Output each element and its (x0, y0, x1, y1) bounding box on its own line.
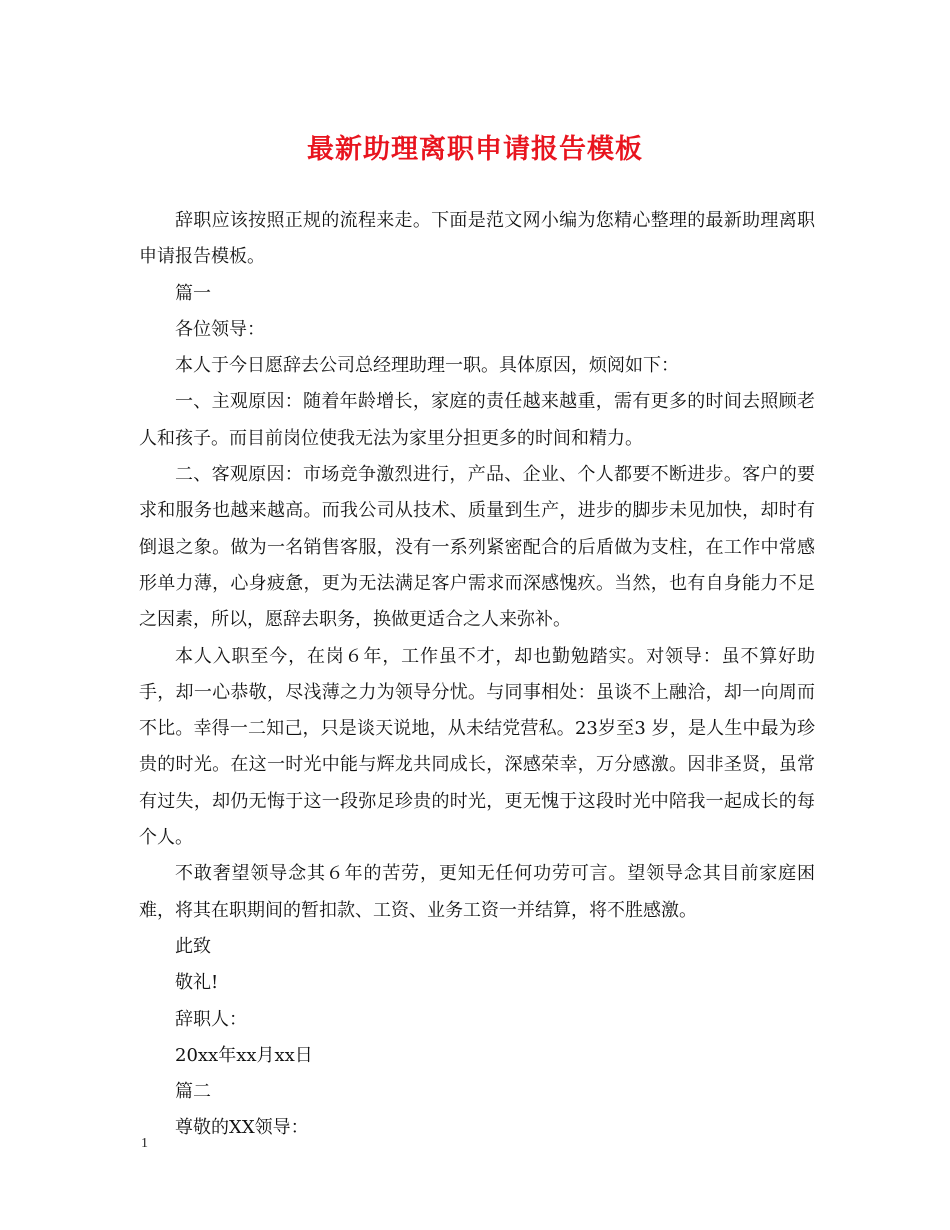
paragraph: 不敢奢望领导念其６年的苦劳，更知无任何功劳可言。望领导念其目前家庭困难，将其在职期间的暂扣款、工资、业务工资一并结算，将不胜感激。 (139, 863, 815, 921)
document-title: 最新助理离职申请报告模板 (307, 134, 643, 165)
salutation: 各位领导： (175, 318, 265, 340)
section-heading-1: 篇一 (175, 282, 211, 304)
closing-line: 此致 (175, 935, 211, 957)
signature-line: 辞职人： (175, 1008, 247, 1030)
section-heading-2: 篇二 (175, 1081, 211, 1103)
closing-regards: 敬礼! (175, 972, 219, 994)
paragraph: 本人于今日愿辞去公司总经理助理一职。具体原因，烦阅如下： (175, 355, 679, 377)
salutation-2: 尊敬的XX领导： (175, 1117, 309, 1139)
document-body (139, 203, 815, 1147)
paragraph-intro: 辞职应该按照正规的流程来走。下面是范文网小编为您精心整理的最新助理离职申请报告模板。 (139, 210, 815, 268)
date-line: 20xx年xx月xx日 (175, 1044, 313, 1066)
paragraph: 一、主观原因：随着年龄增长，家庭的责任越来越重，需有更多的时间去照顾老人和孩子。而目前岗位使我无法为家里分担更多的时间和精力。 (139, 391, 815, 449)
paragraph: 二、客观原因：市场竞争激烈进行，产品、企业、个人都要不断进步。客户的要求和服务也越来越高。而我公司从技术、质量到生产，进步的脚步未见加快，却时有倒退之象。做为一名销售客服，没有一系列紧密配合的后盾做为支柱，在工作中常感形单力薄，心身疲惫，更为无法满足客户需求而深感愧疚。当然，也有自身能力不足之因素，所以，愿辞去职务，换做更适合之人来弥补。 (139, 464, 815, 631)
page-number: 1 (141, 1136, 148, 1151)
paragraph: 本人入职至今，在岗６年，工作虽不才，却也勤勉踏实。对领导：虽不算好助手，却一心恭敬，尽浅薄之力为领导分忧。与同事相处：虽谈不上融洽，却一向周而不比。幸得一二知己，只是谈天说地，从未结党营私。23岁至3 岁，是人生中最为珍贵的时光。在这一时光中能与辉龙共同成长，深感荣幸，万分感激。因非圣贤，虽常有过失，却仍无悔于这一段弥足珍贵的时光，更无愧于这段时光中陪我一起成长的每个人。 (139, 645, 815, 849)
